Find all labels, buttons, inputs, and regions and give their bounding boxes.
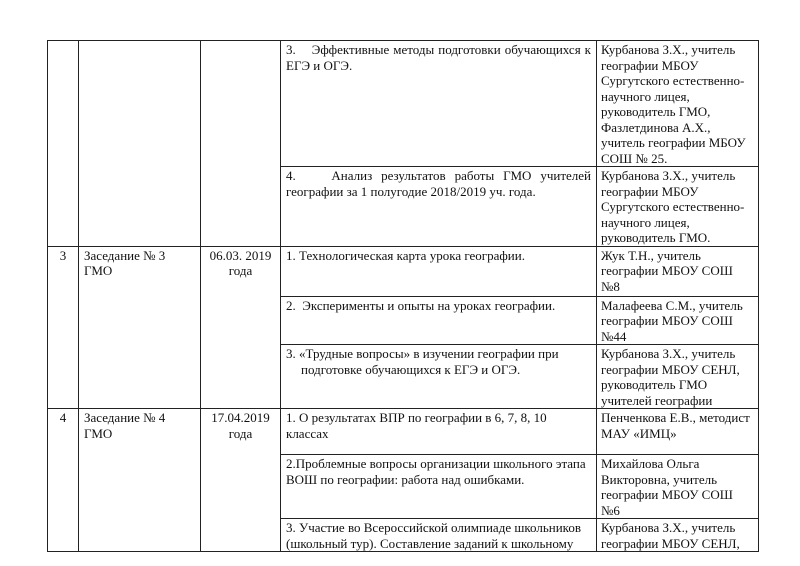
meeting-title [79,41,201,247]
meeting-date: 06.03. 2019 года [201,246,281,409]
speaker: Курбанова З.Х., учитель географии МБОУ Сургутского естественно-научного лицея, руководитель ГМО, Фазлетдинова А.Х., учитель географии МБОУ СОШ № 25. [597,41,759,167]
speaker: Михайлова Ольга Викторовна, учитель географии МБОУ СОШ №6 [597,455,759,519]
row-number [48,41,79,247]
speaker: Жук Т.Н., учитель географии МБОУ СОШ №8 [597,246,759,296]
topic: 3. Эффективные методы подготовки обучающихся к ЕГЭ и ОГЭ. [281,41,597,167]
topic: 3. «Трудные вопросы» в изучении географии при подготовке обучающихся к ЕГЭ и ОГЭ. [281,345,597,409]
speaker: Курбанова З.Х., учитель географии МБОУ Сургутского естественно-научного лицея, руководитель ГМО. [597,167,759,247]
table-row [48,41,759,167]
topic: 2.Проблемные вопросы организации школьного этапа ВОШ по географии: работа над ошибками. [281,455,597,519]
speaker: Курбанова З.Х., учитель географии МБОУ СЕНЛ, руководитель ГМО учителей географии [597,345,759,409]
table-row [48,246,759,296]
topic: 3. Участие во Всероссийской олимпиаде школьников (школьный тур). Составление заданий к школьному [281,519,597,552]
speaker: Малафеева С.М., учитель географии МБОУ СОШ №44 [597,296,759,345]
table-row [48,409,759,455]
meeting-title: Заседание № 3 ГМО [79,246,201,409]
speaker: Пенченкова Е.В., методист МАУ «ИМЦ» [597,409,759,455]
meeting-plan-table [47,40,759,552]
meeting-date: 17.04.2019 года [201,409,281,552]
topic: 1. О результатах ВПР по географии в 6, 7, 8, 10 классах [281,409,597,455]
topic: 1. Технологическая карта урока географии. [281,246,597,296]
row-number: 4 [48,409,79,552]
meeting-title: Заседание № 4 ГМО [79,409,201,552]
meeting-date [201,41,281,247]
speaker: Курбанова З.Х., учитель географии МБОУ СЕНЛ, [597,519,759,552]
topic: 2. Эксперименты и опыты на уроках географии. [281,296,597,345]
topic: 4. Анализ результатов работы ГМО учителей географии за 1 полугодие 2018/2019 уч. года. [281,167,597,247]
row-number: 3 [48,246,79,409]
